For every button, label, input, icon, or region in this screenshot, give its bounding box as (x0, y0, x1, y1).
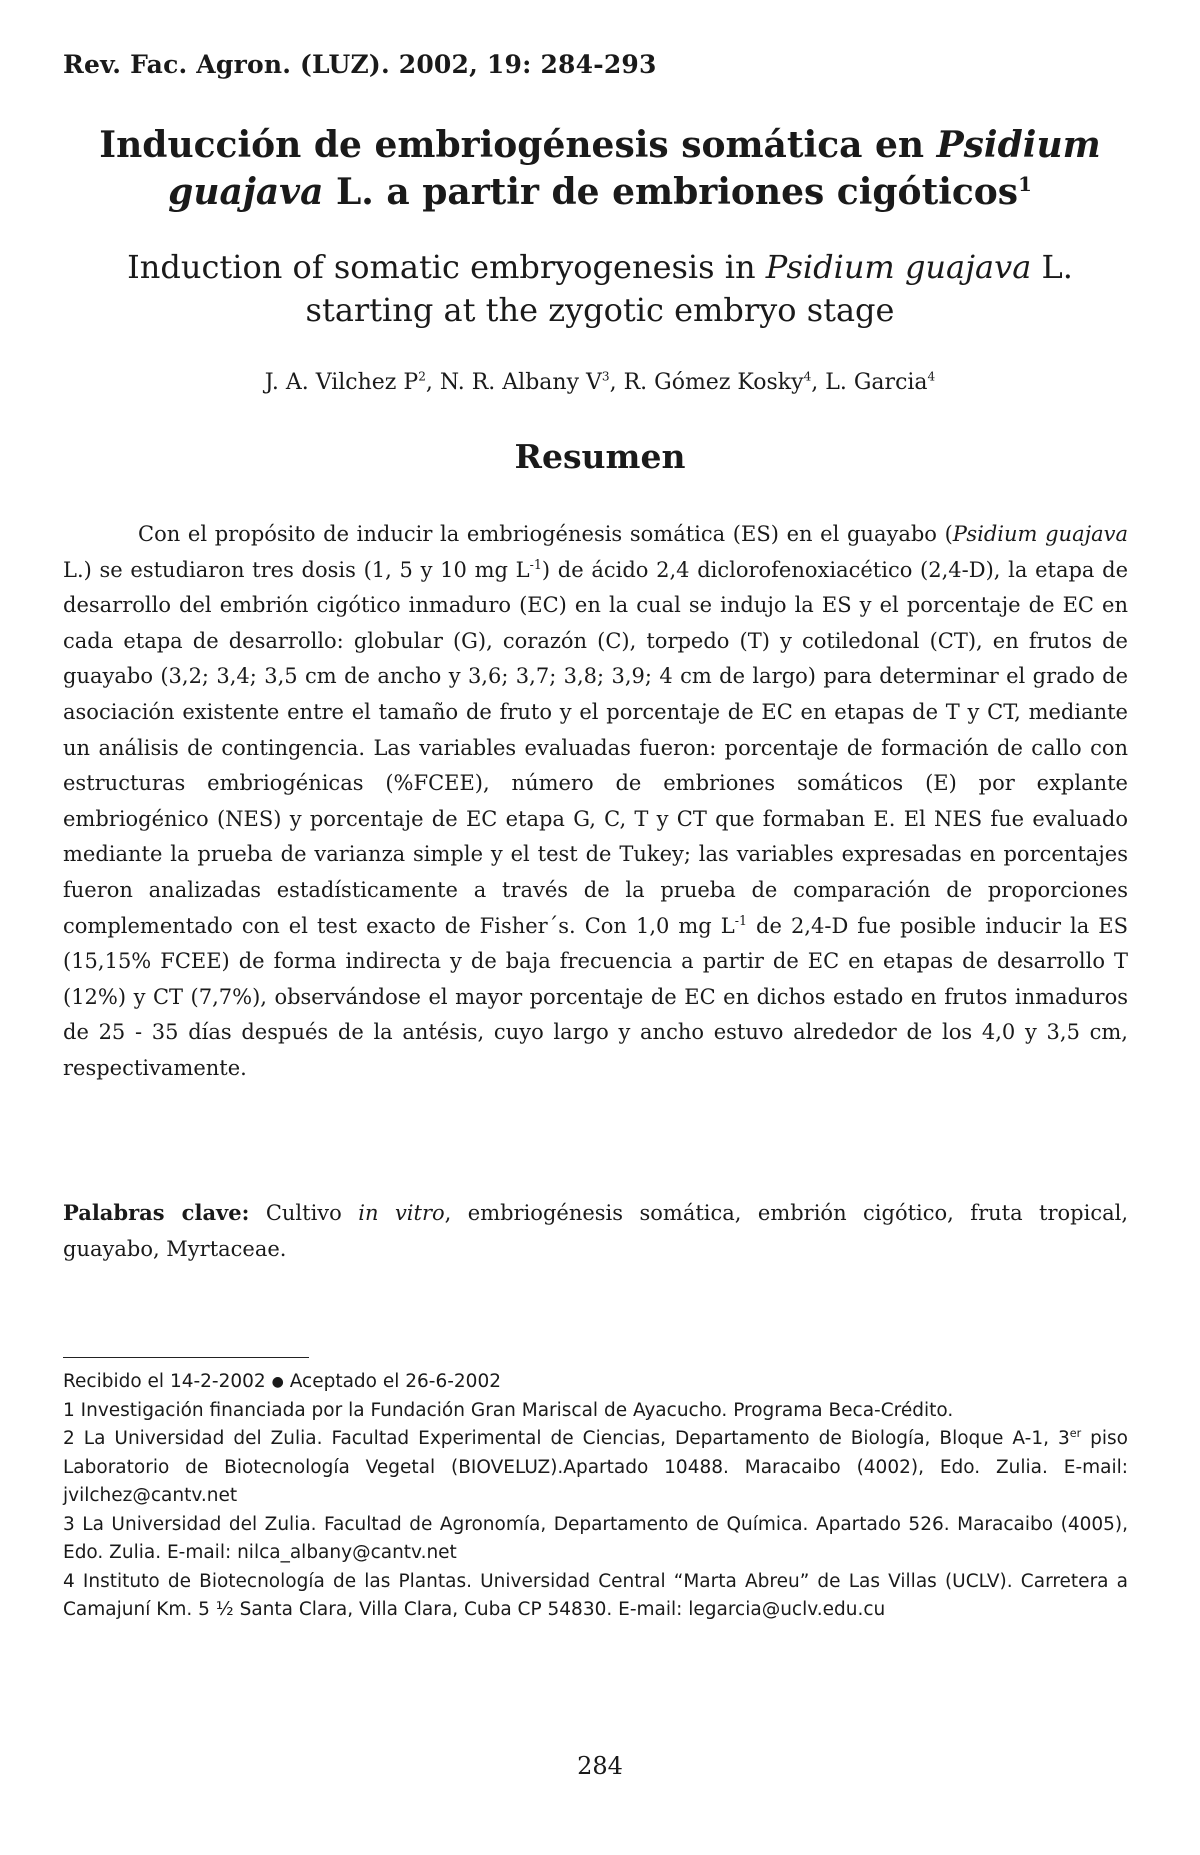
abstract-exponent: -1 (734, 912, 748, 928)
footnote-divider (63, 1357, 309, 1358)
footnote-4: 4 Instituto de Biotecnología de las Plantas. Universidad Central “Marta Abreu” de Las Villas (UCLV). Carretera a Camajuní Km. 5 ½ Santa Clara, Villa Clara, Cuba CP 54830. E-mail: legarcia@uclv.edu.cu (63, 1570, 1128, 1620)
title-english (60, 246, 1140, 332)
author-name: R. Gómez Kosky (623, 370, 804, 395)
received-date: Recibido el 14-2-2002 (63, 1371, 266, 1392)
author-name: L. Garcia (825, 370, 928, 395)
footnote-2-text-rest: piso Laboratorio de Biotecnología Vegetal (BIOVELUZ).Apartado 10488. Maracaibo (4002), Edo. Zulia. E-mail: jvilchez@cantv.net (63, 1428, 1128, 1506)
footnotes (63, 1368, 1128, 1625)
abstract-text: de 2,4-D fue posible inducir la ES (15,15% FCEE) de forma indirecta y de baja frecuencia a partir de EC en etapas de desarrollo T (12%) y CT (7,7%), observándose el mayor porcentaje de EC en dichos estado en frutos inmaduros de 25 - 35 días después de la antésis, cuyo largo y ancho estuvo alrededor de los 4,0 y 3,5 cm, respectivamente. (63, 913, 1129, 1080)
footnote-2-superscript: er (1069, 1426, 1082, 1440)
title-es-text-2: L. a partir de embriones cigóticos (323, 171, 1019, 213)
footnote-2-text: 2 La Universidad del Zulia. Facultad Experimental de Ciencias, Departamento de Biología, Bloque A-1, 3 (63, 1428, 1070, 1449)
footnote-2 (63, 1425, 1128, 1511)
title-footnote-mark: 1 (1018, 172, 1032, 196)
title-es-text-1: Inducción de embriogénesis somática en (99, 124, 937, 166)
abstract-text: Con el propósito de inducir la embriogénesis somática (ES) en el guayabo ( (138, 522, 953, 546)
journal-reference: Rev. Fac. Agron. (LUZ). 2002, 19: 284-293 (63, 50, 657, 79)
footnote-3: 3 La Universidad del Zulia. Facultad de Agronomía, Departamento de Química. Apartado 526. Maracaibo (4005), Edo. Zulia. E-mail: nilca_albany@cantv.net (63, 1513, 1128, 1563)
title-en-text-1: Induction of somatic embryogenesis in (127, 248, 766, 286)
title-en-species: Psidium guajava (765, 248, 1032, 286)
author-name: J. A. Vilchez P (264, 370, 419, 395)
keywords-text: , embriogénesis somática, embrión cigótico, fruta tropical, guayabo, Myrtaceae. (63, 1201, 1128, 1261)
author-affiliation-mark: 4 (803, 369, 812, 384)
title-spanish (60, 122, 1140, 216)
author-affiliation-mark: 3 (601, 369, 610, 384)
abstract-body (63, 517, 1128, 1087)
keywords-text: Cultivo (249, 1201, 359, 1225)
author-affiliation-mark: 2 (418, 369, 426, 384)
accepted-date: Aceptado el 26-6-2002 (289, 1371, 501, 1392)
title-en-text-2: L. starting at the zygotic embryo stage (305, 248, 1073, 329)
author-name: N. R. Albany V (439, 370, 602, 395)
abstract-text: ) de ácido 2,4 diclorofenoxiacético (2,4-D), la etapa de desarrollo del embrión cigótico inmaduro (EC) en la cual se indujo la ES y el porcentaje de EC en cada etapa de desarrollo: globular (G), corazón (C), torpedo (T) y cotiledonal (CT), en frutos de guayabo (3,2; 3,4; 3,5 cm de ancho y 3,6; 3,7; 3,8; 3,9; 4 cm de largo) para determinar el grado de asociación existente entre el tamaño de fruto y el porcentaje de EC en etapas de T y CT, mediante un análisis de contingencia. Las variables evaluadas fueron: porcentaje de formación de callo con estructuras embriogénicas (%FCEE), número de embriones somáticos (E) por explante embriogénico (NES) y porcentaje de EC etapa G, C, T y CT que formaban E. El NES fue evaluado mediante la prueba de varianza simple y el test de Tukey; las variables expresadas en porcentajes fueron analizadas estadísticamente a través de la prueba de comparación de proporciones complementado con el test exacto de Fisher´s. Con 1,0 mg L (63, 557, 1128, 938)
bullet-icon: ● (271, 1374, 284, 1390)
abstract-text: L.) se estudiaron tres dosis (1, 5 y 10 mg L (63, 557, 530, 582)
footnote-1: 1 Investigación financiada por la Fundación Gran Mariscal de Ayacucho. Programa Beca-Crédito. (63, 1399, 954, 1421)
keywords-label: Palabras clave: (63, 1200, 250, 1225)
abstract-heading: Resumen (514, 437, 686, 476)
abstract-species: Psidium guajava (952, 522, 1129, 546)
author-affiliation-mark: 4 (927, 369, 936, 384)
title-es-species: Psidium guajava (168, 124, 1101, 213)
author-list: J. A. Vilchez $P^2$, N. R. Albany $V^3$, R. Gómez Kosky$^4$, L. Garcia$^4$ (264, 369, 936, 395)
received-accepted-line (63, 1368, 1128, 1397)
keywords (63, 1195, 1128, 1267)
abstract-exponent: -1 (529, 556, 542, 572)
page-number: 284 (577, 1752, 623, 1780)
keywords-italic: in vitro (358, 1201, 445, 1225)
